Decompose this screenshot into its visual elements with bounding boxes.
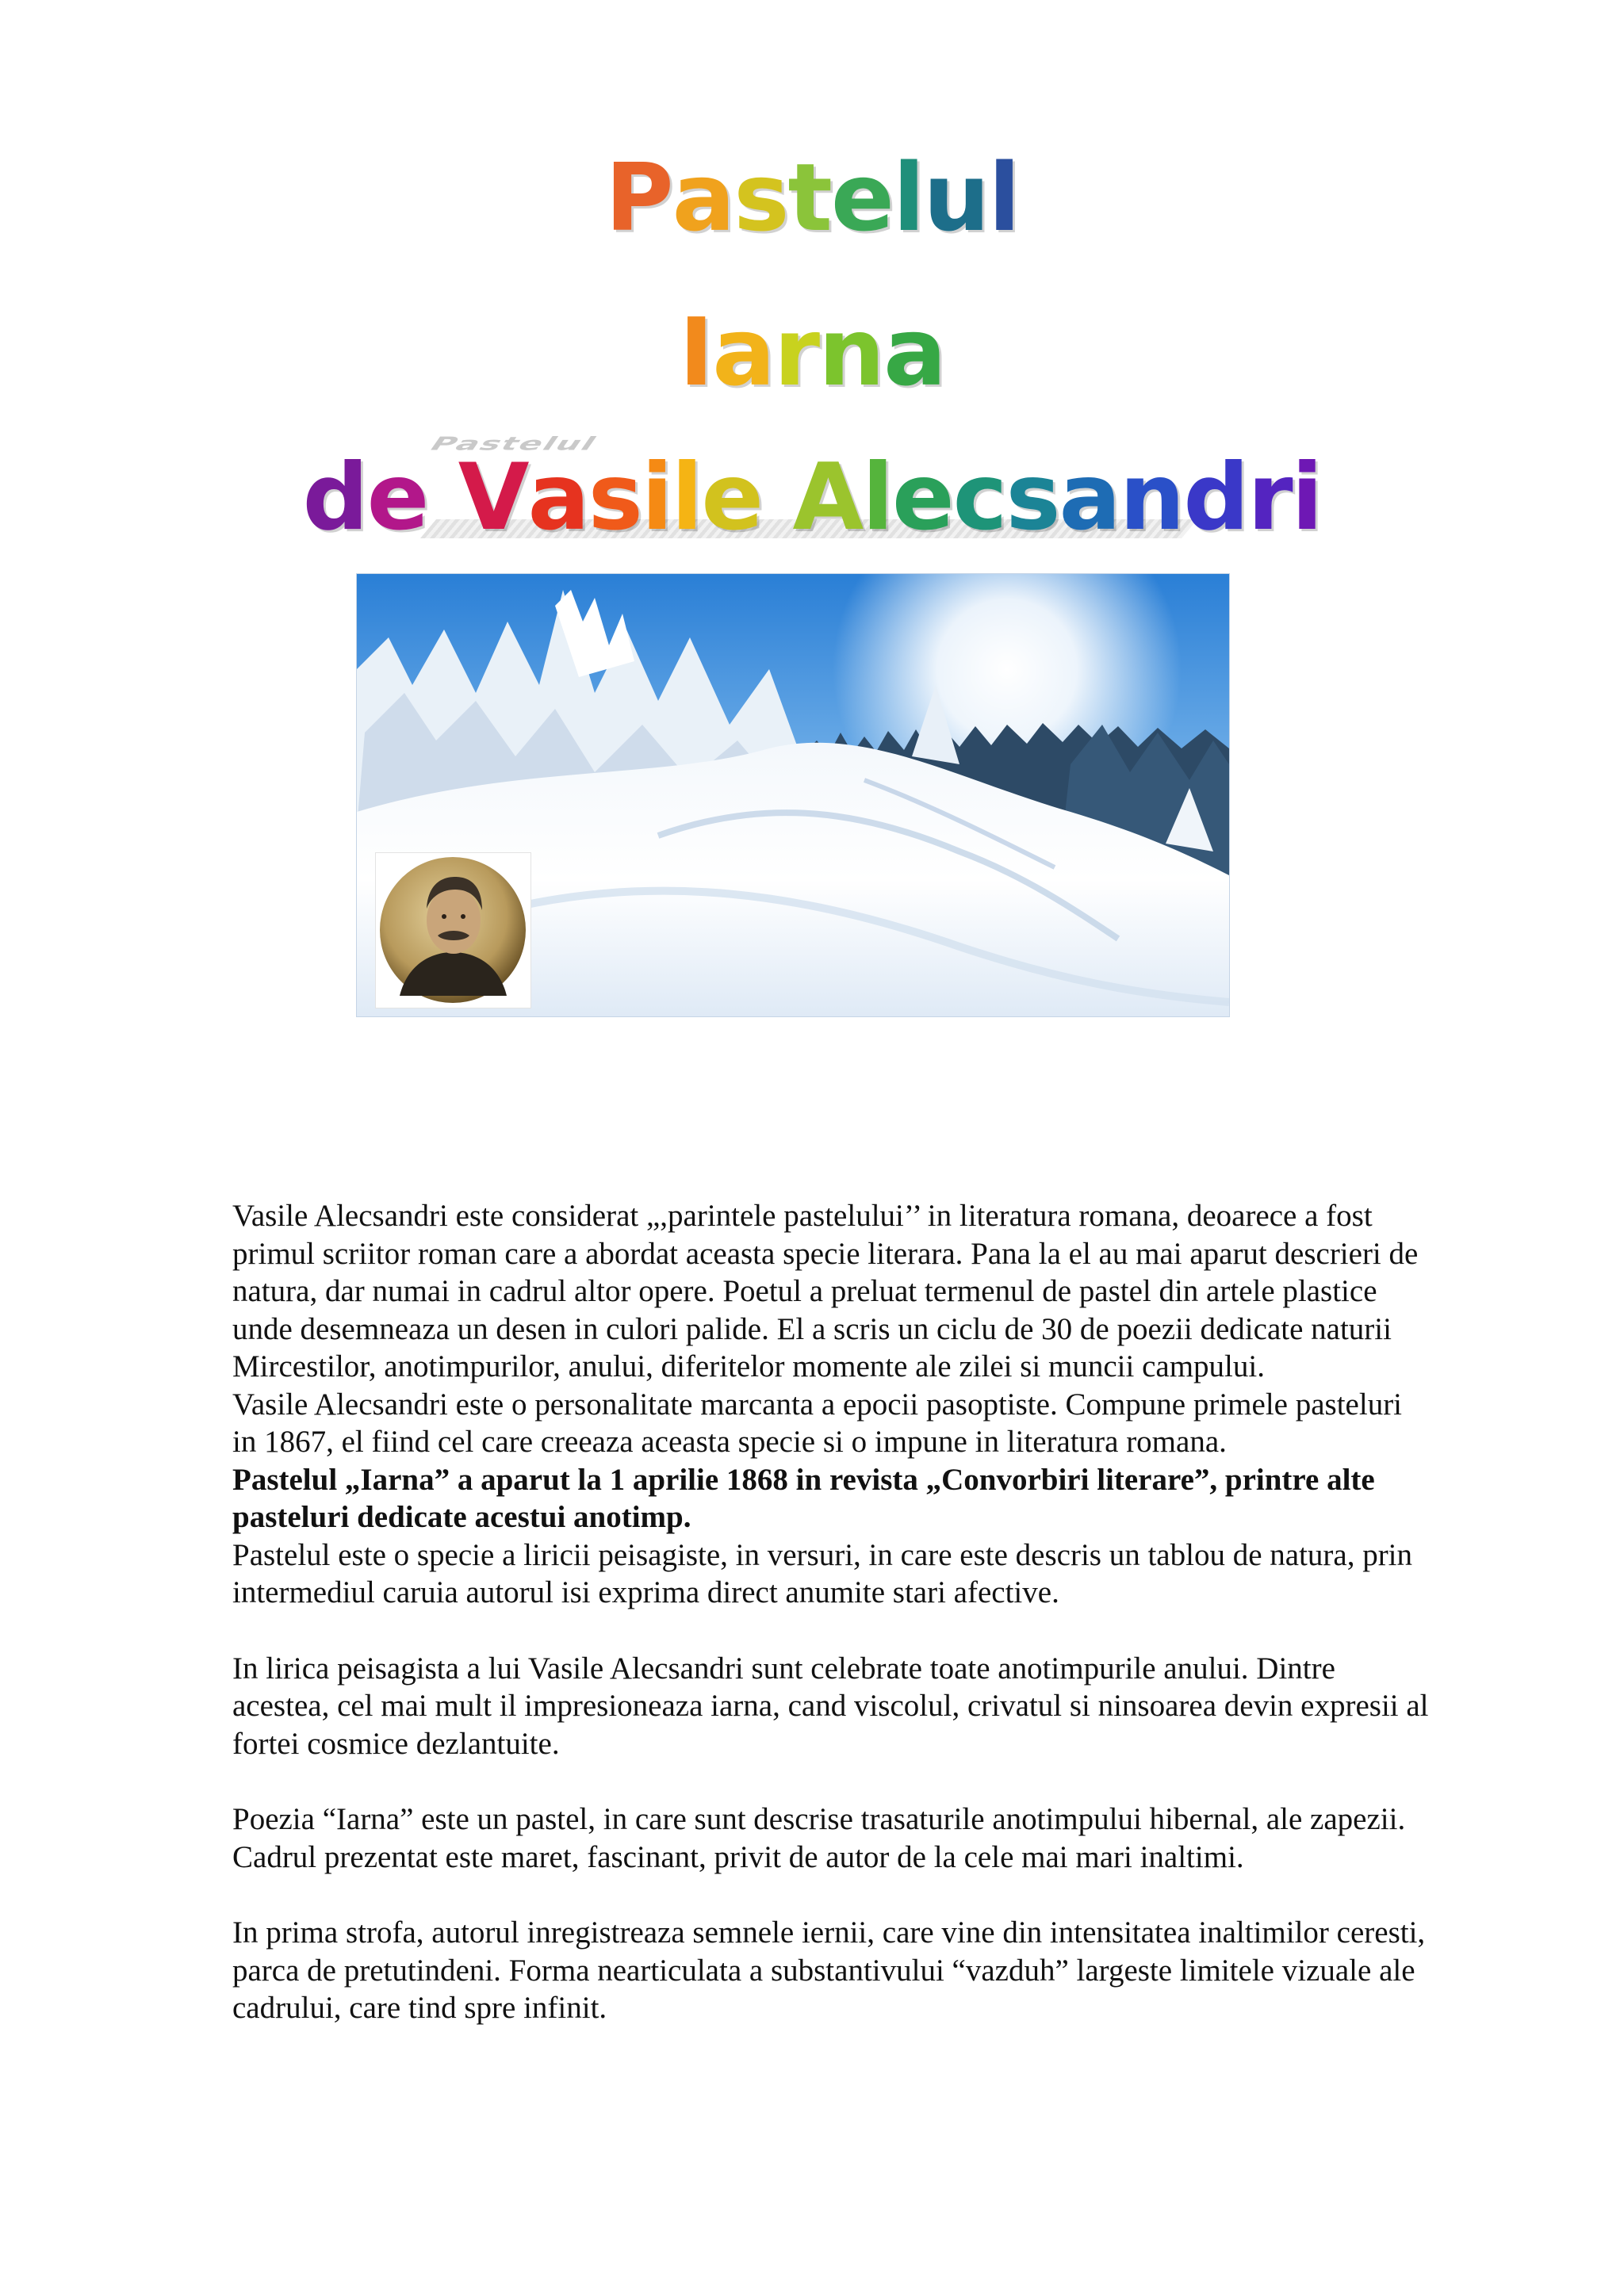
paragraph-line: cadrului, care tind spre infinit. (232, 1991, 607, 2025)
title-letter: a (712, 297, 774, 407)
title-letter: i (641, 444, 672, 551)
title-letter (762, 444, 792, 551)
paragraph-line: in 1867, el fiind cel care creeaza aceasta specie si o impune in literatura romana. (232, 1425, 1227, 1459)
title-letter: l (862, 444, 892, 551)
author-portrait (375, 852, 531, 1008)
title-line-3 (0, 444, 1624, 551)
title-letter: s (733, 143, 788, 252)
title-shadow-text: Pastelul (424, 433, 603, 454)
title-letter: l (892, 143, 924, 252)
title-letter: e (366, 444, 428, 551)
paragraph-gap (232, 1762, 1517, 1800)
title-line-1 (0, 143, 1624, 252)
title-letter: s (1005, 444, 1059, 551)
paragraph-line: Pastelul este o specie a liricii peisagiste, in versuri, in care este descris un tablou de natura, prin (232, 1537, 1413, 1572)
title-letter: e (830, 143, 893, 252)
paragraph-line: Cadrul prezentat este maret, fascinant, privit de autor de la cele mai mari inaltimi. (232, 1839, 1244, 1874)
title-letter: a (672, 143, 734, 252)
title-letter: l (988, 143, 1019, 252)
title-letter: a (527, 444, 588, 551)
title-letter: i (1291, 444, 1322, 551)
title-letter: e (891, 444, 953, 551)
paragraph-line: unde desemneaza un desen in culori palide. El a scris un ciclu de 30 de poezii dedicate naturii (232, 1311, 1392, 1346)
title-letter: u (923, 143, 989, 252)
paragraph-line: Mircestilor, anotimpurilor, anului, diferitelor momente ale zilei si muncii campului. (232, 1349, 1265, 1383)
title-letter: V (458, 444, 528, 551)
paragraph-line: acestea, cel mai mult il impresioneaza iarna, cand viscolul, crivatul si ninsoarea devin expresii al (232, 1689, 1429, 1723)
title-letter: l (671, 444, 702, 551)
title-letter: d (302, 444, 367, 551)
title-letter: c (952, 444, 1006, 551)
paragraph-line: Poezia “Iarna” este un pastel, in care sunt descrise trasaturile anotimpului hibernal, ale zapezii. (232, 1802, 1406, 1836)
title-line-2 (0, 297, 1624, 407)
paragraph-line: In prima strofa, autorul inregistreaza semnele iernii, care vine din intensitatea inaltimilor ceresti, (232, 1915, 1426, 1950)
title-letter: P (605, 143, 672, 252)
paragraph-line: fortei cosmice dezlantuite. (232, 1726, 560, 1761)
paragraph-line: intermediul caruia autorul isi exprima direct anumite stari afective. (232, 1575, 1059, 1609)
title-letter: r (1247, 444, 1292, 551)
title-letter: t (787, 143, 831, 252)
title-letter: a (1059, 444, 1120, 551)
paragraph-line: Vasile Alecsandri este considerat „,parintele pastelului’’ in literatura romana, deoarece a fost (232, 1199, 1373, 1233)
title-letter: A (792, 444, 863, 551)
title-letter: I (679, 297, 713, 407)
paragraph-line: natura, dar numai in cadrul altor opere. Poetul a preluat termenul de pastel din artele plastice (232, 1274, 1377, 1308)
paragraph-line: parca de pretutindeni. Forma nearticulata a substantivului “vazduh” largeste limitele vizuale ale (232, 1953, 1415, 1988)
title-letter: n (1119, 444, 1184, 551)
title-letter: r (773, 297, 819, 407)
title-letter: a (883, 297, 945, 407)
bold-paragraph-line: pasteluri dedicate acestui anotimp. (232, 1500, 691, 1534)
title-letter (427, 444, 458, 551)
bold-paragraph-line: Pastelul „Iarna” a aparut la 1 aprilie 1868 in revista „Convorbiri literare”, printre alte (232, 1462, 1375, 1497)
paragraph-line: primul scriitor roman care a abordat aceasta specie literara. Pana la el au mai aparut descrieri de (232, 1236, 1419, 1271)
article-body (232, 1197, 1517, 2027)
title-letter: e (701, 444, 763, 551)
paragraph-line: In lirica peisagista a lui Vasile Alecsandri sunt celebrate toate anotimpurile anului. Dintre (232, 1651, 1335, 1686)
paragraph-gap (232, 1876, 1517, 1914)
title-letter: n (818, 297, 884, 407)
paragraph-gap (232, 1612, 1517, 1650)
paragraph-line: Vasile Alecsandri este o personalitate marcanta a epocii pasoptiste. Compune primele pasteluri (232, 1387, 1403, 1422)
title-letter: s (588, 444, 642, 551)
title-letter: d (1183, 444, 1248, 551)
